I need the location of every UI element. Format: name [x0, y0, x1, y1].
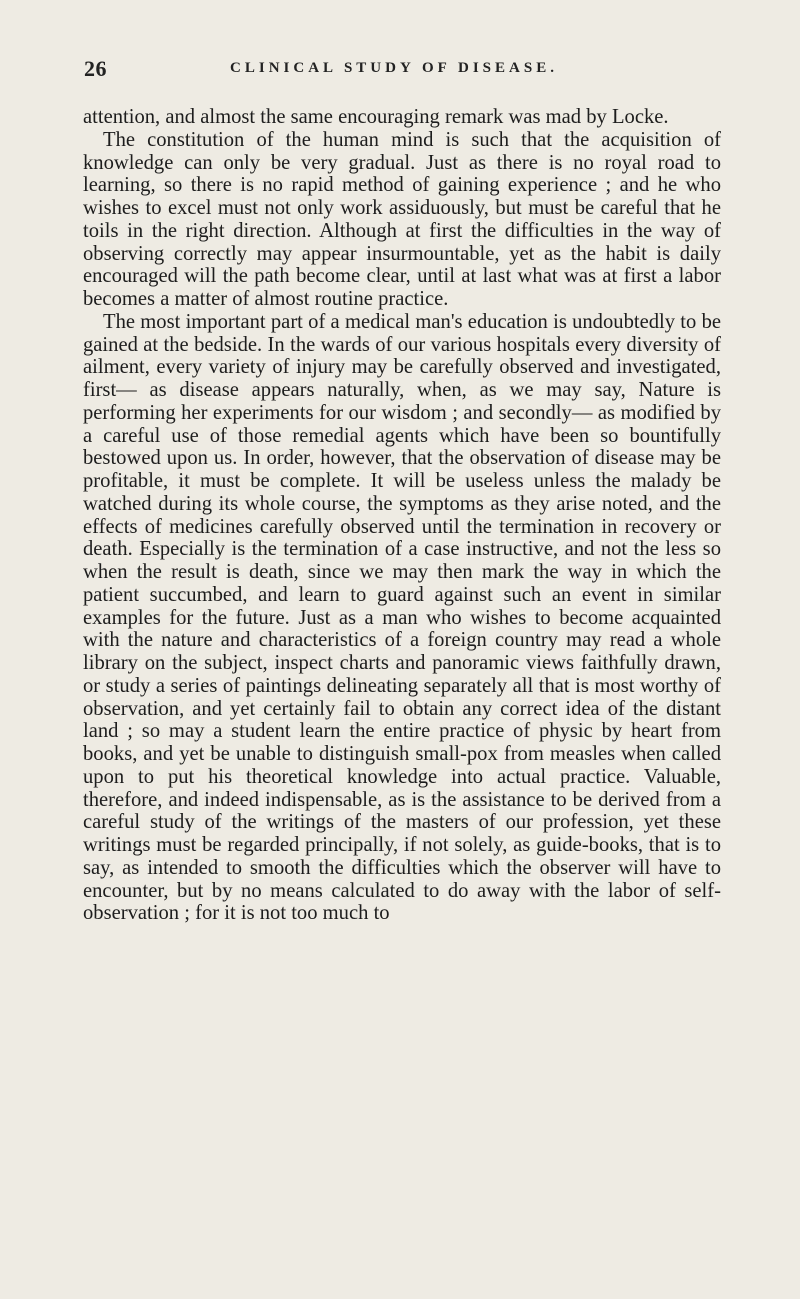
paragraph-constitution: The constitution of the human mind is such that the acquisition of knowledge can only be very gradual. Just as there is no royal road to learning, so there is no rapid method of gaining experience ; and he who wishes to excel must not only work assiduously, but must be careful that he toils in the right direction. Although at first the difficulties in the way of observing correctly may appear insurmountable, yet as the habit is daily encouraged will the path become clear, until at last what was at first a labor becomes a matter of almost routine practice. [83, 128, 721, 310]
paragraph-continuation: attention, and almost the same encouraging remark was mad by Locke. [83, 106, 669, 128]
running-title: CLINICAL STUDY OF DISEASE. [230, 60, 558, 76]
page-header [84, 56, 704, 86]
page-number: 26 [84, 56, 107, 81]
body-text [83, 106, 721, 925]
paragraph-bedside: The most important part of a medical man's education is undoubtedly to be gained at the bedside. In the wards of our various hospitals every diversity of ailment, every variety of injury may be carefully observed and investigated, first— as disease appears naturally, when, as we may say, Nature is performing her experiments for our wisdom ; and secondly— as modified by a careful use of those remedial agents which have been so bountifully bestowed upon us. In order, however, that the observation of disease may be profitable, it must be complete. It will be useless unless the malady be watched during its whole course, the symptoms as they arise noted, and the effects of medicines carefully observed until the termination in recovery or death. Especially is the termination of a case instructive, and not the less so when the result is death, since we may then mark the way in which the patient succumbed, and learn to guard against such an event in similar examples for the future. Just as a man who wishes to become acquainted with the nature and characteristics of a foreign country may read a whole library on the subject, inspect charts and panoramic views faithfully drawn, or study a series of paintings delineating separately all that is most worthy of observation, and yet certainly fail to obtain any correct idea of the distant land ; so may a student learn the entire practice of physic by heart from books, and yet be unable to distinguish small-pox from measles when called upon to put his theoretical knowledge into actual practice. Valuable, therefore, and indeed indispensable, as is the assistance to be derived from a careful study of the writings of the masters of our profession, yet these writings must be regarded principally, if not solely, as guide-books, that is to say, as intended to smooth the difficulties which the observer will have to encounter, but by no means calculated to do away with the labor of self-observation ; for it is not too much to [83, 310, 721, 925]
